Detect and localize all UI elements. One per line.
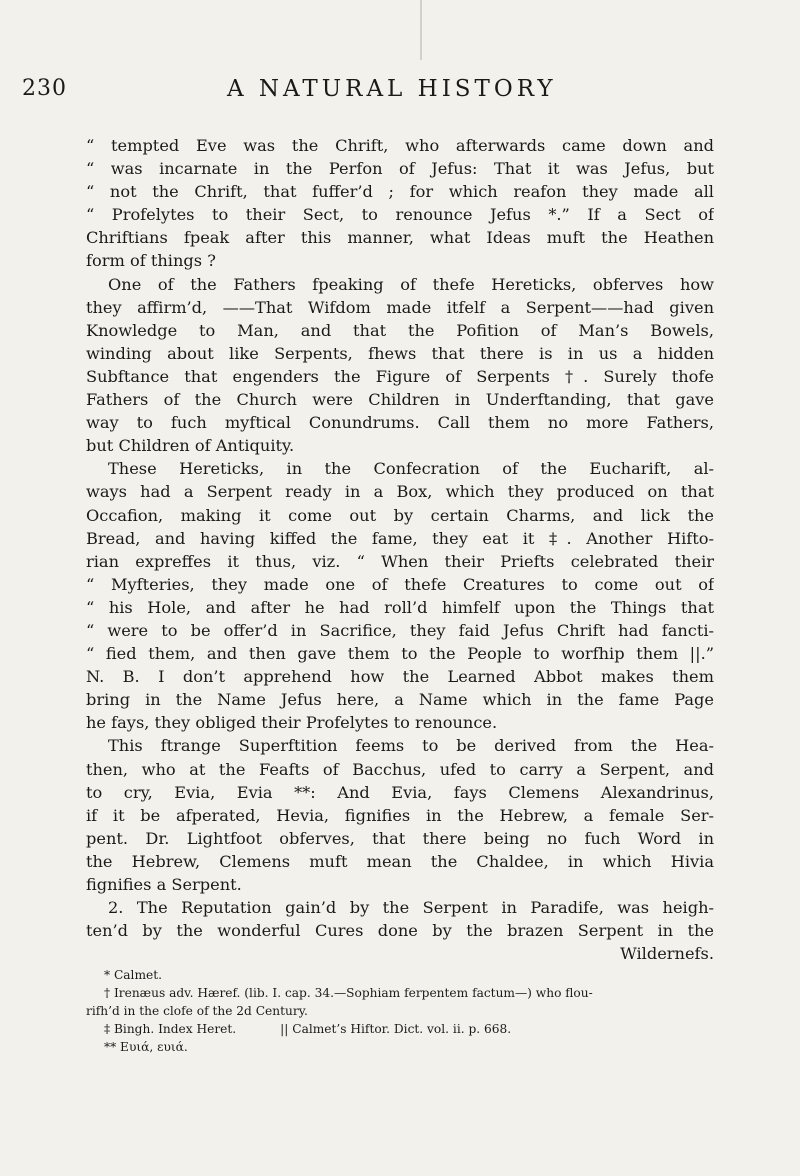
running-title: A NATURAL HISTORY: [227, 76, 557, 102]
text-line: “ fied them, and then gave them to the People to worfhip them ||.”: [86, 644, 714, 664]
text-line: “ Myfteries, they made one of thefe Creatures to come out of: [86, 574, 714, 594]
text-line: he fays, they obliged their Profelytes to renounce.: [86, 713, 498, 733]
footnote: ‡ Bingh. Index Heret.: [104, 1022, 237, 1036]
text-line: winding about like Serpents, fhews that there is in us a hidden: [86, 343, 714, 363]
text-line: N. B. I don’t apprehend how the Learned Abbot makes them: [86, 667, 714, 687]
text-line: ways had a Serpent ready in a Box, which they produced on that: [86, 482, 714, 502]
text-line: to cry, Evia, Evia **: And Evia, fays Clemens Alexandrinus,: [86, 782, 714, 802]
footnote: † Irenæus adv. Hæref. (lib. I. cap. 34.—Sophiam ferpentem factum—) who flou-: [104, 986, 593, 1000]
page-header: [22, 76, 782, 116]
text-line: “ Profelytes to their Sect, to renounce Jefus *.” If a Sect of: [86, 205, 714, 225]
text-line: ten’d by the wonderful Cures done by the brazen Serpent in the: [86, 921, 714, 941]
text-line: Subftance that engenders the Figure of Serpents †. Surely thofe: [86, 366, 714, 386]
text-line: Wildernefs.: [620, 944, 714, 964]
text-line: “ his Hole, and after he had roll’d himfelf upon the Things that: [86, 597, 714, 617]
text-line: These Hereticks, in the Confecration of the Eucharift, al-: [108, 459, 714, 479]
text-line: Knowledge to Man, and that the Pofition of Man’s Bowels,: [86, 320, 714, 340]
text-line: but Children of Antiquity.: [86, 436, 295, 456]
body-text: [86, 134, 714, 965]
text-line: Bread, and having kiffed the fame, they eat it ‡. Another Hifto-: [86, 528, 714, 548]
text-line: if it be afperated, Hevia, fignifies in the Hebrew, a female Ser-: [86, 805, 714, 825]
footnote: rifh’d in the clofe of the 2d Century.: [86, 1004, 308, 1018]
footnotes: [86, 966, 714, 1056]
text-line: 2. The Reputation gain’d by the Serpent in Paradife, was heigh-: [108, 898, 714, 918]
page-number: 230: [22, 76, 67, 101]
text-line: Fathers of the Church were Children in Underftanding, that gave: [86, 390, 714, 410]
text-line: rian expreffes it thus, viz. “ When their Priefts celebrated their: [86, 551, 714, 571]
text-line: fignifies a Serpent.: [86, 875, 242, 894]
text-line: Occafion, making it come out by certain Charms, and lick the: [86, 505, 714, 525]
text-line: Chriftians fpeak after this manner, what Ideas muft the Heathen: [86, 228, 714, 248]
footnote: ** Ευιά, ευιά.: [104, 1040, 188, 1054]
text-line: “ tempted Eve was the Chrift, who afterwards came down and: [86, 136, 714, 155]
gutter-mark: [420, 0, 422, 60]
text-line: “ was incarnate in the Perfon of Jefus: That it was Jefus, but: [86, 159, 714, 179]
footnote: * Calmet.: [104, 968, 162, 982]
text-line: “ were to be offer’d in Sacrifice, they faid Jefus Chrift had fancti-: [86, 620, 714, 640]
text-line: form of things ?: [86, 251, 216, 271]
text-line: This ftrange Superftition feems to be derived from the Hea-: [108, 736, 714, 756]
text-line: pent. Dr. Lightfoot obferves, that there being no fuch Word in: [86, 828, 714, 848]
text-line: the Hebrew, Clemens muft mean the Chaldee, in which Hivia: [86, 851, 714, 871]
footnote: || Calmet’s Hiftor. Dict. vol. ii. p. 668.: [280, 1022, 512, 1036]
text-line: then, who at the Feafts of Bacchus, ufed to carry a Serpent, and: [86, 759, 714, 779]
text-line: way to fuch myftical Conundrums. Call them no more Fathers,: [86, 413, 714, 433]
text-line: “ not the Chrift, that fuffer’d ; for which reafon they made all: [86, 182, 714, 202]
footnote-row: [86, 1020, 714, 1038]
text-line: they affirm’d, ——That Wifdom made itfelf a Serpent——had given: [86, 297, 714, 317]
text-line: bring in the Name Jefus here, a Name which in the fame Page: [86, 690, 714, 710]
text-line: One of the Fathers fpeaking of thefe Hereticks, obferves how: [108, 274, 714, 294]
